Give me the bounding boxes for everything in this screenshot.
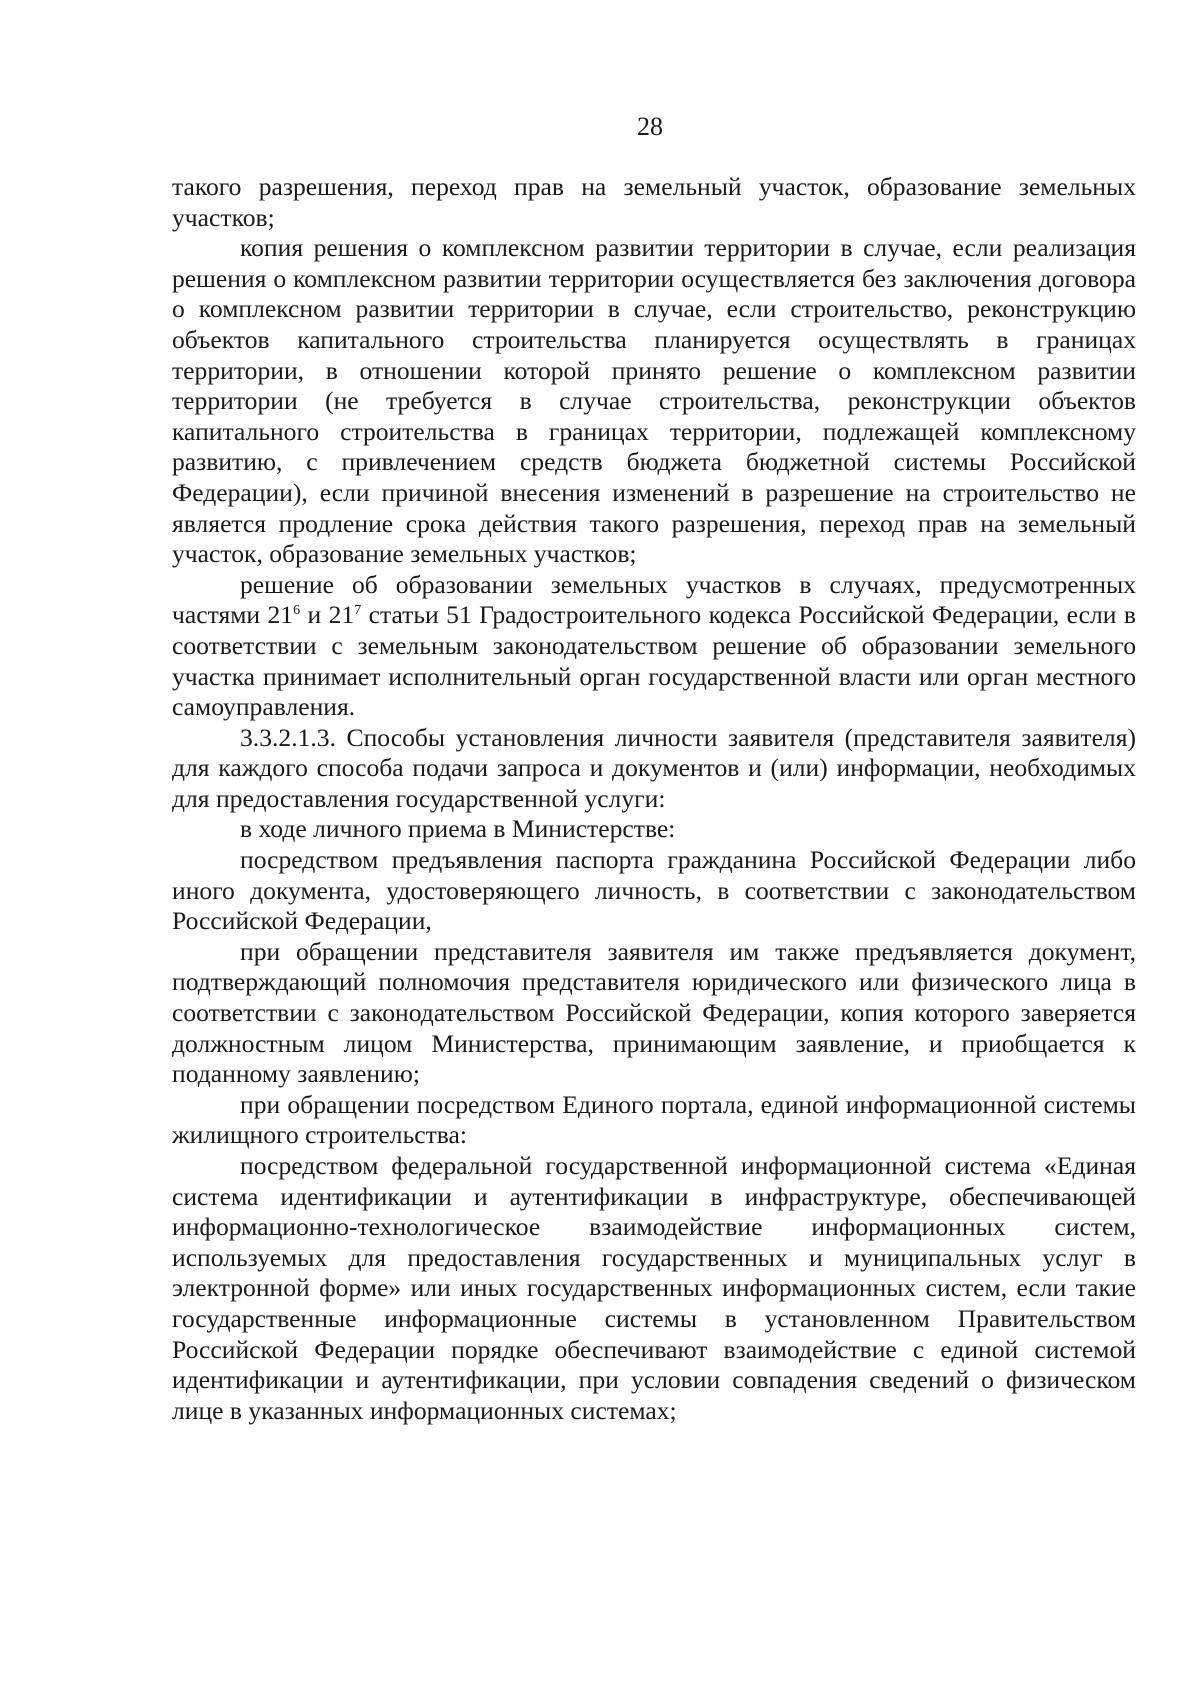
paragraph-pasport: посредством предъявления паспорта гражданина Российской Федерации либо иного документа, удостоверяющего личность, в соответствии с законодательством Российской Федерации, (172, 845, 1136, 936)
paragraph-text-part: и 21 (300, 600, 355, 630)
paragraph-text-part: решение об образовании земельных участков в случаях, предусмотренных частями 21 (172, 569, 1136, 630)
paragraph-obrazovanie-uchastkov (172, 570, 1136, 723)
paragraph-esia: посредством федеральной государственной информационной система «Единая система идентификации и аутентификации в инфраструктуре, обеспечивающей информационно-технологическое взаимодействие информационных систем, используемых для предоставления государственных и муниципальных услуг в электронной форме» или иных государственных информационных систем, если такие государственные информационные системы в установленном Правительством Российской Федерации порядке обеспечивают взаимодействие с единой системой идентификации и аутентификации, при условии совпадения сведений о физическом лице в указанных информационных системах; (172, 1151, 1136, 1425)
paragraph-continuation: такого разрешения, переход прав на земельный участок, образование земельных участков; (172, 172, 1136, 232)
paragraph-edinyi-portal: при обращении посредством Единого портала, единой информационной системы жилищного строительства: (172, 1089, 1136, 1150)
superscript-7: 7 (354, 603, 362, 619)
paragraph-section-3-3-2-1-3: 3.3.2.1.3. Способы установления личности заявителя (представителя заявителя) для каждого способа подачи запроса и документов и (или) информации, необходимых для предоставления государственной услуги: (172, 722, 1136, 813)
paragraph-lichnyi-priem: в ходе личного приема в Министерстве: (240, 814, 676, 844)
paragraph-kompleksnoe-razvitie: копия решения о комплексном развитии территории в случае, если реализация решения о комплексном развитии территории осуществляется без заключения договора о комплексном развитии территории в случае, если строительство, реконструкцию объектов капитального строительства планируется осуществлять в границах территории, в отношении которой принято решение о комплексном развитии территории (не требуется в случае строительства, реконструкции объектов капитального строительства в границах территории, подлежащей комплексному развитию, с привлечением средств бюджета бюджетной системы Российской Федерации), если причиной внесения изменений в разрешение на строительство не является продление срока действия такого разрешения, переход прав на земельный участок, образование земельных участков; (172, 233, 1136, 569)
page-number: 28 (637, 112, 663, 141)
superscript-6: 6 (293, 603, 301, 619)
paragraph-predstavitel: при обращении представителя заявителя им также предъявляется документ, подтверждающий полномочия представителя юридического или физического лица в соответствии с законодательством Российской Федерации, копия которого заверяется должностным лицом Министерства, принимающим заявление, и приобщается к поданному заявлению; (172, 936, 1136, 1089)
document-body (172, 172, 1136, 1426)
paragraph-text-part: статьи 51 Градостроительного кодекса Российской Федерации, если в соответствии с земельным законодательством решение об образовании земельного участка принимает исполнительный орган государственной власти или орган местного самоуправления. (172, 600, 1136, 722)
